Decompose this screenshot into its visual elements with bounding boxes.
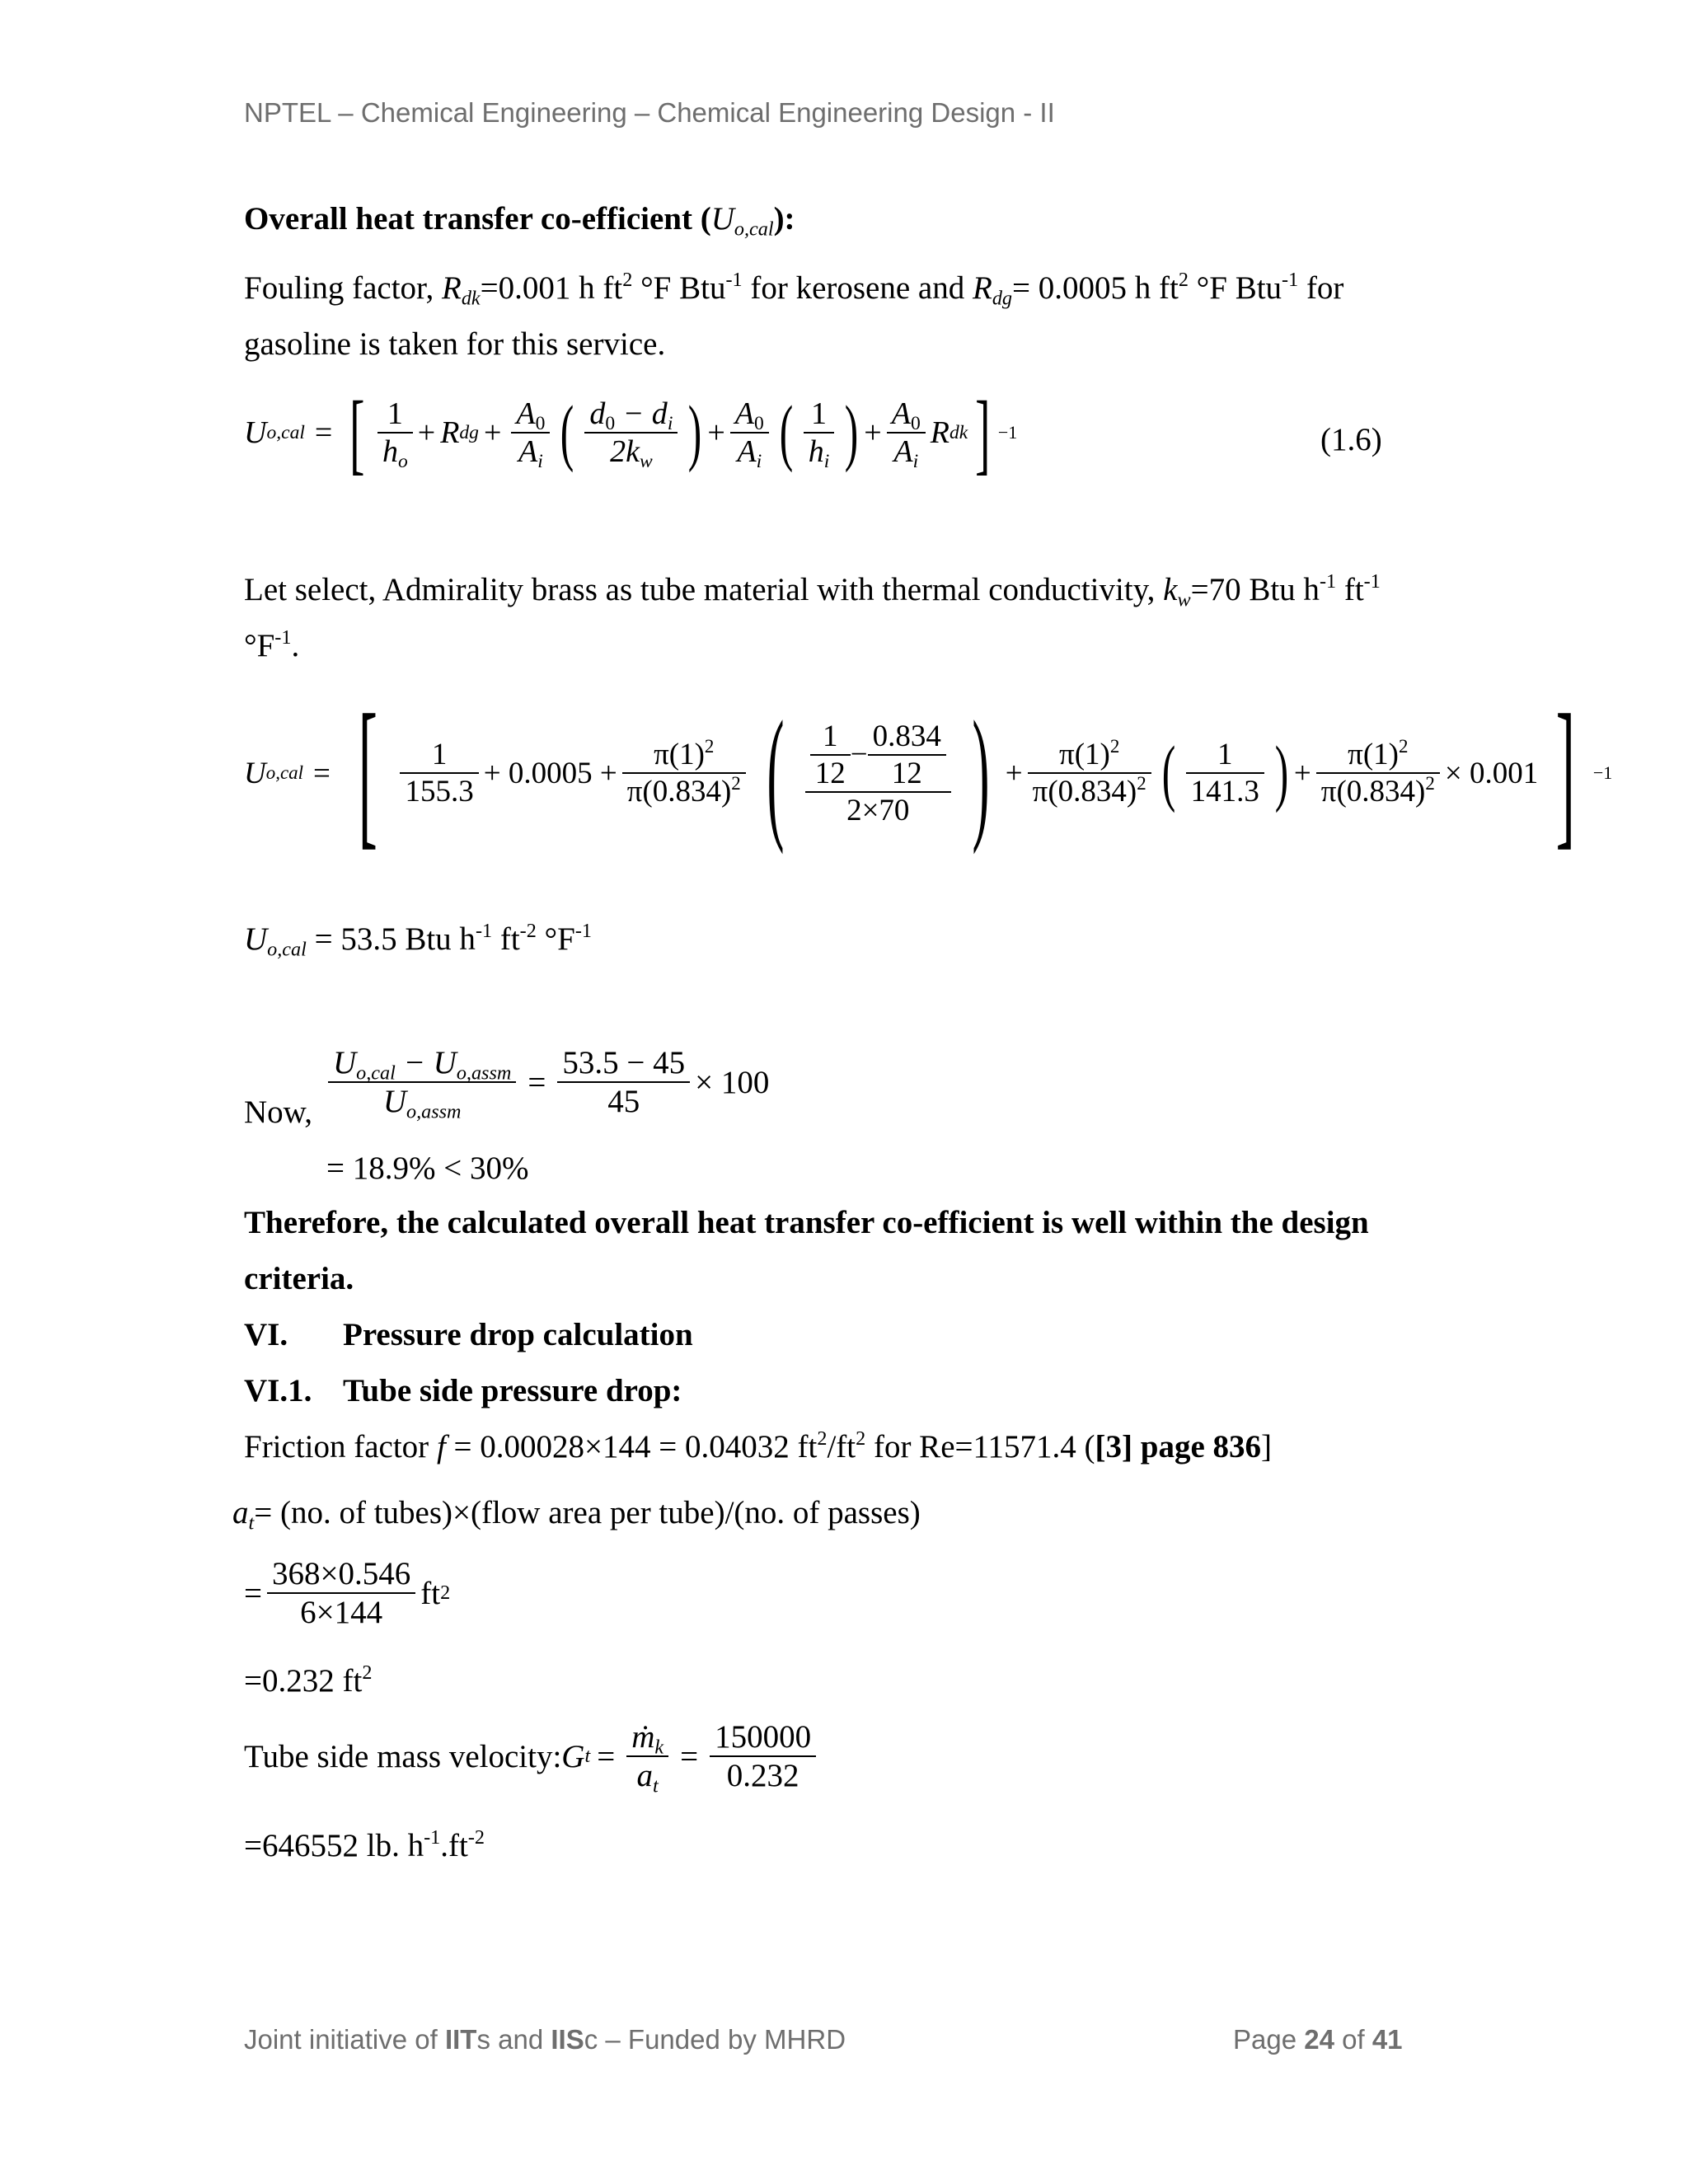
conclusion-line-1: Therefore, the calculated overall heat transfer co-efficient is well within the design: [244, 1205, 1369, 1240]
section-vi-title: Pressure drop calculation: [343, 1317, 693, 1352]
equation-number: (1.6): [1320, 422, 1382, 457]
fouling-factor-line: Fouling factor, $R_{dk}=0.001$ h $ft^2$ °F Btu$^{-1}$ for kerosene and $R_{dg}= 0.0005$ h $ft^2$ °F Btu$^{-1}$ for: [244, 269, 1344, 310]
deviation-equation: $\frac{U_{o,cal} - U_{o,assm}}{U_{o,assm}}$ = $\frac{53.5 - 45}{45}$ × 100: [323, 1047, 769, 1118]
u-result: $U_{o,cal} = 53.5$ Btu $h^{-1}$ $ft^{-2}$ $^\circ F^{-1}$: [244, 920, 592, 961]
flow-area-definition: $a_t= (no$. of tubes)×(flow area per tube)/(no. of passes): [232, 1495, 921, 1535]
friction-factor-line: Friction factor f = 0.00028×144 = 0.04032 $ft^2/ft^2$ for Re=11571.4 ([3] page 836]: [244, 1427, 1273, 1465]
equation-1-6: U o,cal = [ $\frac{1}{h_o}$ + R dg + $\frac{A_0}{A_i}$ ( $\frac{d_0 - d_i}{2k_w}$ ) + $\frac{A_0}{A_i}$ ( $\frac{1}{h_i}$ ) + $\frac{A_0}{A_i}$ R dk ] −1: [244, 382, 1018, 483]
footer-credit: Joint initiative of IITs and IISc – Funded by MHRD: [244, 2024, 846, 2055]
right-bracket-large: ]: [1555, 682, 1576, 864]
fouling-factor-line-2: gasoline is taken for this service.: [244, 326, 666, 362]
section-vi-number: VI.: [244, 1317, 288, 1352]
page-header: NPTEL – Chemical Engineering – Chemical Engineering Design - II: [244, 97, 1055, 128]
section-vi1-number: VI.1.: [244, 1373, 312, 1408]
left-bracket-large: [: [358, 682, 377, 864]
conclusion-line-2: criteria.: [244, 1261, 354, 1296]
material-line: Let select, Admirality brass as tube material with thermal conductivity, $k_w=70$ Btu $h^{-1}$ $ft^{-1}$: [244, 570, 1381, 612]
equation-numeric: U o,cal = [ $\frac{1}{155.3}$ + 0.0005 + $\frac{\pi(1)^2}{\pi(0.834)^2}$ ( $\frac{1}{12}$ − $\frac{0.834}{12}$ 2×70 ) + $\frac{\pi(1)^2}{\pi(0.834)^2}$ ( $\frac{1}{141.3}$ ) + $\frac{\pi(1)^2}{\pi(0.834)^2}$ × 0.001 ] −1: [244, 682, 1613, 864]
page-number: Page 24 of 41: [1233, 2024, 1403, 2055]
now-label: Now,: [244, 1094, 313, 1130]
mass-velocity-line: Tube side mass velocity: G t = $\frac{ṁ_k}{a_t}$ = $\frac{150000}{0.232}$: [244, 1721, 821, 1792]
material-line-2: $^\circ F^{-1}$.: [244, 626, 300, 663]
flow-area-calc: = $\frac{368\times 0.546}{6\times 144}$ ft 2: [244, 1556, 451, 1630]
section-heading-overall: Overall heat transfer co-efficient $(U_{o,cal})$:: [244, 201, 795, 241]
flow-area-result: =0.232 $ft^2$: [244, 1661, 373, 1699]
deviation-result: = 18.9% < 30%: [326, 1151, 529, 1186]
mass-velocity-result: =646552 lb. $h^{-1}.ft^{-2}$: [244, 1826, 485, 1863]
right-bracket: ]: [975, 382, 991, 483]
section-vi1-title: Tube side pressure drop:: [343, 1373, 682, 1408]
left-bracket: [: [349, 382, 365, 483]
